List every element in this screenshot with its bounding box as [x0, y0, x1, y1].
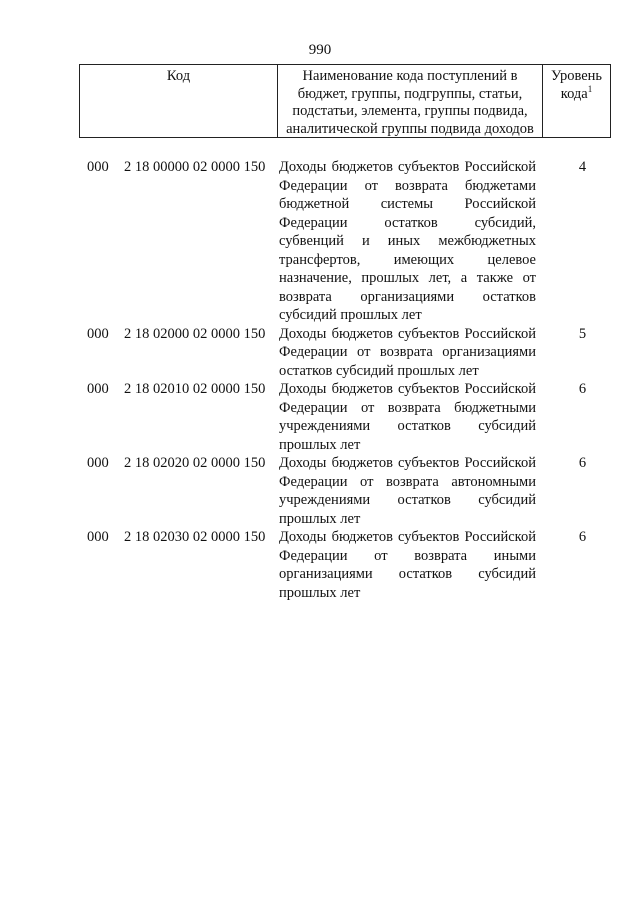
table-row — [79, 380, 611, 454]
row-admin-code: 000 — [87, 455, 109, 471]
table-row — [79, 158, 611, 325]
row-level: 6 — [578, 455, 587, 471]
table-row — [79, 454, 611, 528]
row-name: Доходы бюджетов субъектов Российской Федерации от возврата организациями остатков субсидий прошлых лет — [279, 325, 536, 379]
table-header — [79, 64, 611, 138]
header-code: Код — [80, 65, 278, 137]
header-name: Наименование кода поступлений в бюджет, группы, подгруппы, статьи, подстатьи, элемента, группы подвида, аналитической группы подвида доходов — [278, 65, 543, 137]
row-name: Доходы бюджетов субъектов Российской Федерации от возврата автономными учреждениями остатков субсидий прошлых лет — [279, 455, 536, 527]
table-body — [79, 158, 611, 602]
row-level: 4 — [578, 159, 587, 175]
row-admin-code: 000 — [87, 325, 109, 342]
table-row — [79, 325, 611, 381]
page-number: 990 — [308, 42, 332, 58]
row-name: Доходы бюджетов субъектов Российской Федерации от возврата бюджетными учреждениями остатков субсидий прошлых лет — [279, 381, 536, 453]
row-income-code: 2 18 00000 02 0000 150 — [124, 159, 266, 175]
row-income-code: 2 18 02000 02 0000 150 — [124, 325, 266, 342]
row-income-code: 2 18 02010 02 0000 150 — [124, 381, 266, 397]
row-income-code: 2 18 02030 02 0000 150 — [124, 529, 266, 545]
row-level: 6 — [578, 381, 587, 397]
header-level — [543, 65, 610, 137]
row-name: Доходы бюджетов субъектов Российской Федерации от возврата бюджетами бюджетной системы Российской Федерации остатков субсидий, субвенций и иных межбюджетных трансфертов, имеющих целевое назначение, прошлых лет, а также от возврата организациями остатков субсидий прошлых лет — [279, 159, 536, 323]
row-admin-code: 000 — [87, 381, 109, 397]
row-name: Доходы бюджетов субъектов Российской Федерации от возврата иными организациями остатков субсидий прошлых лет — [279, 529, 536, 601]
table-row — [79, 528, 611, 602]
header-level-footnote: 1 — [587, 83, 593, 94]
row-income-code: 2 18 02020 02 0000 150 — [124, 455, 266, 471]
row-admin-code: 000 — [87, 529, 109, 545]
header-level-label: Уровень кода — [550, 68, 603, 102]
row-admin-code: 000 — [87, 159, 109, 175]
row-level: 5 — [578, 325, 587, 342]
row-level: 6 — [578, 529, 587, 545]
